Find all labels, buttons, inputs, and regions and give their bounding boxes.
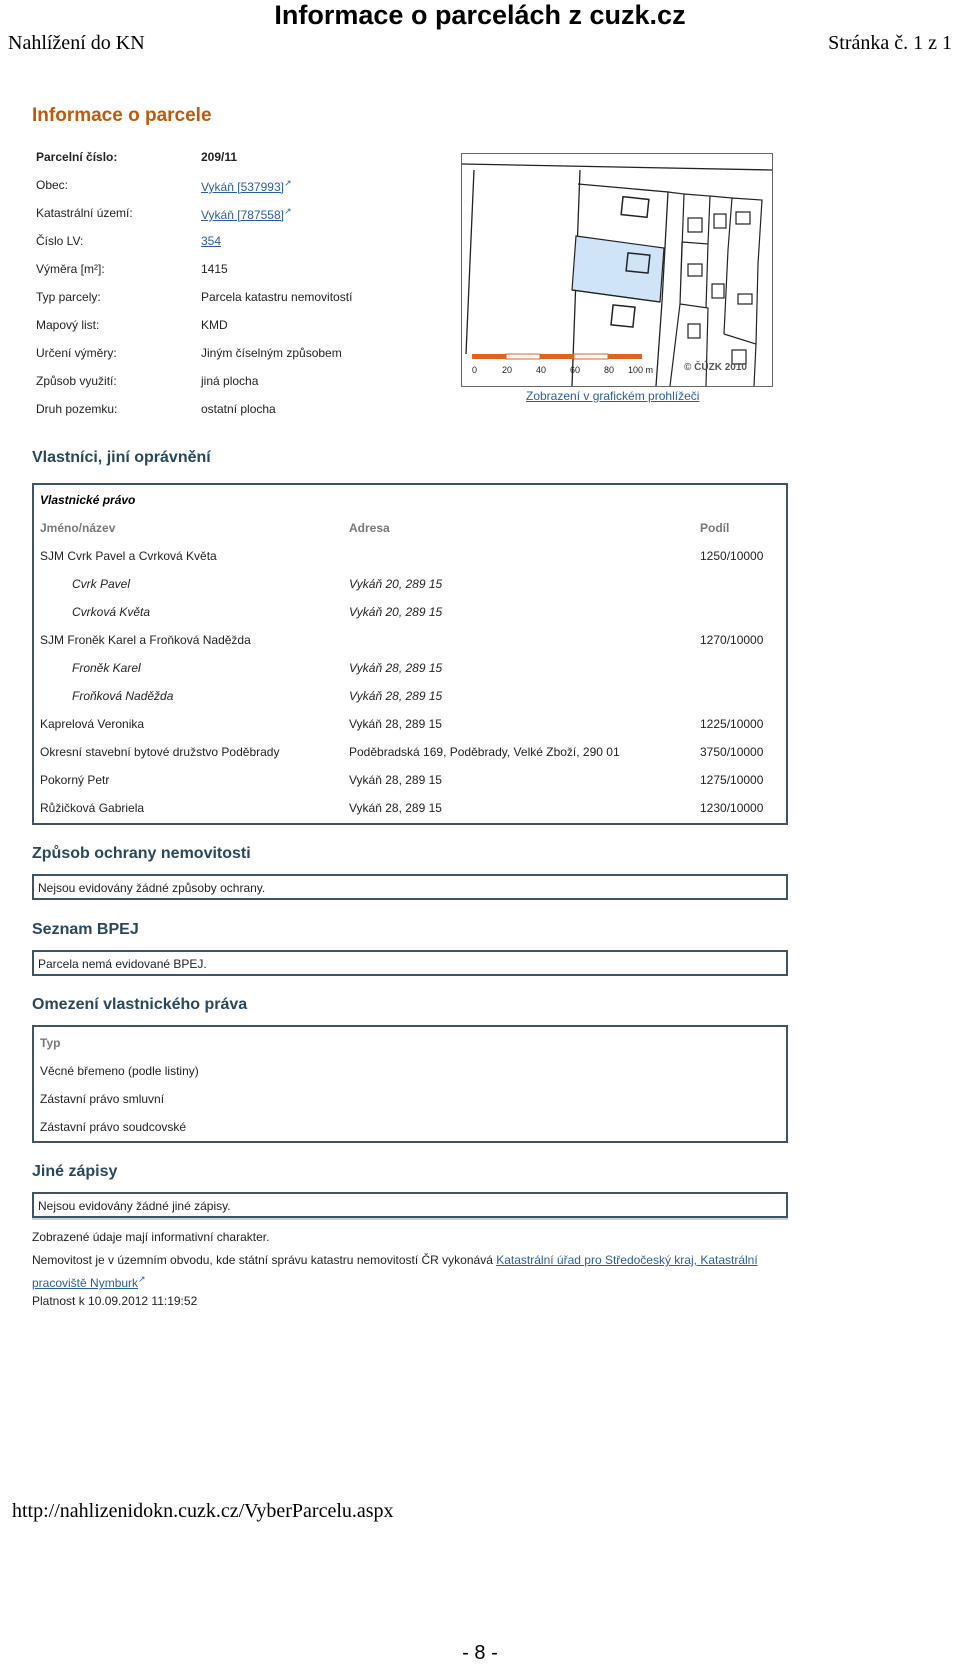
table-row — [34, 605, 786, 623]
value-municipality-wrap — [201, 178, 292, 194]
label-parcel-number: Parcelní číslo: — [36, 150, 118, 164]
owners-title: Vlastníci, jiní oprávnění — [32, 449, 211, 466]
divider — [32, 1218, 788, 1220]
parcel-info-table — [36, 150, 456, 430]
page-number: - 8 - — [462, 1642, 498, 1664]
label-land-use: Způsob využití: — [36, 374, 117, 388]
value-land-use: jiná plocha — [201, 374, 259, 388]
owner-share: 3750/10000 — [700, 745, 764, 759]
owner-address: Vykáň 28, 289 15 — [349, 773, 442, 787]
external-link-icon: ↗ — [283, 178, 292, 188]
bpej-box — [32, 950, 788, 976]
owner-name: Froněk Karel — [72, 661, 141, 675]
owner-address: Vykáň 28, 289 15 — [349, 689, 443, 703]
owners-table — [32, 483, 788, 825]
owner-address: Vykáň 28, 289 15 — [349, 661, 443, 675]
row-parcel-type — [36, 290, 456, 318]
owner-name: Kaprelová Veronika — [40, 717, 145, 731]
row-area-determination — [36, 346, 456, 374]
row-parcel-number — [36, 150, 456, 178]
owner-share: 1230/10000 — [700, 801, 764, 815]
source-url: http://nahlizenidokn.cuzk.cz/VyberParcelu.aspx — [12, 1500, 394, 1522]
row-municipality — [36, 178, 456, 206]
row-map-sheet — [36, 318, 456, 346]
protection-box — [32, 874, 788, 900]
label-area: Výměra [m²]: — [36, 262, 105, 276]
parcel-info-title: Informace o parcele — [32, 105, 212, 126]
scale-label-40: 40 — [536, 365, 547, 375]
table-row — [34, 745, 786, 763]
external-link-icon: ↗ — [283, 206, 292, 216]
owner-share: 1270/10000 — [700, 633, 764, 647]
graphic-viewer-link[interactable]: Zobrazení v grafickém prohlížeči — [526, 389, 700, 403]
label-cadastral-area: Katastrální území: — [36, 206, 133, 220]
header-left: Nahlížení do KN — [8, 32, 145, 54]
owner-name: Růžičková Gabriela — [40, 801, 145, 815]
value-land-kind: ostatní plocha — [201, 402, 276, 416]
owner-name: Froňková Naděžda — [72, 689, 174, 703]
cadastral-office-link-cont[interactable]: pracoviště Nymburk — [32, 1276, 139, 1290]
office-note-prefix: Nemovitost je v územním obvodu, kde státní správu katastru nemovitostí ČR vykonává — [32, 1253, 493, 1267]
scale-bar — [472, 354, 642, 359]
scale-label-0: 0 — [472, 365, 478, 375]
header-name: Jméno/název — [40, 521, 116, 535]
owner-share: 1275/10000 — [700, 773, 764, 787]
cadastral-office-link[interactable]: Katastrální úřad pro Středočeský kraj, Katastrální — [496, 1253, 758, 1267]
protection-text: Nejsou evidovány žádné způsoby ochrany. — [38, 881, 266, 895]
label-area-determination: Určení výměry: — [36, 346, 117, 360]
owner-name: Okresní stavební bytové družstvo Poděbrady — [40, 745, 280, 759]
owner-name: Cvrková Květa — [72, 605, 151, 619]
owner-name: Pokorný Petr — [40, 773, 110, 787]
label-land-kind: Druh pozemku: — [36, 402, 118, 416]
table-row — [34, 689, 786, 707]
table-row — [34, 773, 786, 791]
restrictions-table — [32, 1025, 788, 1143]
value-cadastral-area-wrap — [201, 206, 292, 222]
lv-number-link[interactable]: 354 — [201, 234, 222, 248]
list-item: Zástavní právo smluvní — [40, 1092, 165, 1106]
scale-label-20: 20 — [502, 365, 513, 375]
label-parcel-type: Typ parcely: — [36, 290, 101, 304]
header-share: Podíl — [700, 521, 730, 535]
restrictions-title: Omezení vlastnického práva — [32, 996, 248, 1013]
office-note — [32, 1251, 792, 1293]
municipality-link[interactable]: Vykáň [537993] — [201, 180, 284, 194]
ownership-caption: Vlastnické právo — [40, 493, 136, 507]
other-entries-text: Nejsou evidovány žádné jiné zápisy. — [38, 1199, 231, 1213]
row-land-use — [36, 374, 456, 402]
scale-label-100: 100 m — [628, 365, 654, 375]
header-right: Stránka č. 1 z 1 — [828, 32, 952, 54]
value-parcel-number: 209/11 — [201, 150, 238, 164]
map-drawing — [462, 154, 772, 386]
owner-address: Vykáň 28, 289 15 — [349, 801, 442, 815]
row-land-kind — [36, 402, 456, 430]
label-municipality: Obec: — [36, 178, 69, 192]
row-area — [36, 262, 456, 290]
other-entries-title: Jiné zápisy — [32, 1163, 118, 1180]
owner-address: Vykáň 28, 289 15 — [349, 717, 442, 731]
owner-name: Cvrk Pavel — [72, 577, 131, 591]
restrictions-header-type: Typ — [40, 1036, 61, 1050]
table-row — [34, 801, 786, 819]
scale-label-80: 80 — [604, 365, 615, 375]
label-lv-number: Číslo LV: — [36, 234, 84, 248]
table-row — [34, 549, 786, 567]
validity-note: Platnost k 10.09.2012 11:19:52 — [32, 1294, 198, 1308]
list-item: Zástavní právo soudcovské — [40, 1120, 187, 1134]
scale-label-60: 60 — [570, 365, 581, 375]
bpej-text: Parcela nemá evidované BPEJ. — [38, 957, 207, 971]
table-row — [34, 717, 786, 735]
cadastral-map[interactable] — [461, 153, 773, 387]
owner-share: 1225/10000 — [700, 717, 764, 731]
other-entries-box — [32, 1192, 788, 1218]
bpej-title: Seznam BPEJ — [32, 921, 139, 938]
list-item: Věcné břemeno (podle listiny) — [40, 1064, 199, 1078]
table-row — [34, 577, 786, 595]
header-address: Adresa — [349, 521, 390, 535]
owner-name: SJM Cvrk Pavel a Cvrková Květa — [40, 549, 217, 563]
row-cadastral-area — [36, 206, 456, 234]
owner-address: Poděbradská 169, Poděbrady, Velké Zboží, 290 01 — [349, 745, 620, 759]
map-copyright: © ČÚZK 2010 — [684, 362, 747, 373]
label-map-sheet: Mapový list: — [36, 318, 100, 332]
row-lv-number — [36, 234, 456, 262]
informative-note: Zobrazené údaje mají informativní charakter. — [32, 1230, 270, 1244]
value-area-determination: Jiným číselným způsobem — [201, 346, 342, 360]
cadastral-area-link[interactable]: Vykáň [787558] — [201, 208, 284, 222]
document-title: Informace o parcelách z cuzk.cz — [274, 0, 686, 30]
owner-name: SJM Froněk Karel a Froňková Naděžda — [40, 633, 251, 647]
table-row — [34, 661, 786, 679]
owner-address: Vykáň 20, 289 15 — [349, 577, 443, 591]
value-parcel-type: Parcela katastru nemovitostí — [201, 290, 353, 304]
protection-title: Způsob ochrany nemovitosti — [32, 845, 251, 862]
external-link-icon: ↗ — [138, 1274, 146, 1284]
value-area: 1415 — [201, 262, 228, 276]
owner-share: 1250/10000 — [700, 549, 764, 563]
table-row — [34, 633, 786, 651]
value-map-sheet: KMD — [201, 318, 228, 332]
owner-address: Vykáň 20, 289 15 — [349, 605, 443, 619]
